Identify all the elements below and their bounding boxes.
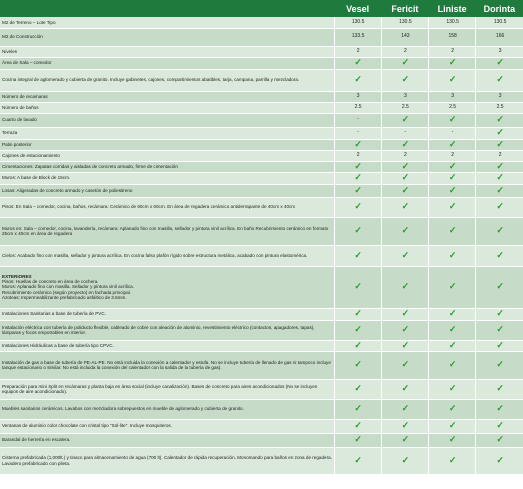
check-icon: ✓ [354, 324, 362, 335]
check-cell [429, 184, 476, 197]
feature-label: Instalación de gas a base de tubería de PE-AL-PE. No está incluida la conexión a calentador y estufa. No se incluye tubería de llenado de gas ni tampoco incluye tanque estacionario o similar. No está incluida la conexión del calentador con la salida de la tubería de gas). [0, 351, 334, 379]
table-row [0, 161, 523, 172]
check-cell [381, 340, 428, 351]
feature-detail: Recubrimiento cerámico (según proyecto) en fachada principal. [2, 289, 131, 295]
check-cell [429, 308, 476, 320]
check-cell [334, 419, 381, 433]
table-row [0, 266, 523, 308]
feature-label: Patio posterior [0, 139, 334, 150]
check-cell [381, 172, 428, 184]
model-header-vesel: Vesel [334, 0, 381, 17]
check-icon: ✓ [401, 383, 410, 394]
check-cell [476, 127, 523, 139]
check-cell [381, 57, 428, 69]
header-corner [0, 0, 334, 17]
feature-label: Muros: A base de Block de 15cm. [0, 172, 334, 184]
check-cell [476, 139, 523, 150]
model-header-liniste: Liniste [429, 0, 476, 17]
check-cell [476, 340, 523, 351]
check-icon: ✓ [448, 324, 457, 335]
check-icon: ✓ [401, 249, 410, 260]
check-cell [381, 447, 428, 474]
value-cell: - [381, 127, 428, 139]
check-cell [429, 217, 476, 245]
value-cell: 2 [429, 46, 476, 57]
check-cell [476, 399, 523, 419]
check-cell [476, 447, 523, 474]
check-cell [334, 69, 381, 91]
value-cell: 2.5 [429, 102, 476, 113]
check-icon: ✓ [448, 308, 457, 319]
check-icon: ✓ [401, 324, 410, 335]
check-cell [429, 447, 476, 474]
feature-detail: Pisos: Huellas de concreto en área de cochera. [2, 279, 99, 285]
feature-label: Cajones de estacionamiento [0, 150, 334, 161]
check-icon: ✓ [401, 184, 410, 195]
check-icon: ✓ [496, 281, 504, 292]
check-cell [381, 245, 428, 266]
check-icon: ✓ [354, 434, 362, 445]
model-header-dorinta: Dorinta [476, 0, 523, 17]
model-header-fericit: Fericit [381, 0, 428, 17]
check-icon: ✓ [354, 172, 362, 183]
check-icon: ✓ [401, 340, 410, 350]
check-cell [476, 172, 523, 184]
check-icon: ✓ [448, 420, 457, 431]
feature-label: Losas: Aligeradas de concreto armado y casetón de poliestireno [0, 184, 334, 197]
check-cell [429, 161, 476, 172]
check-cell [476, 113, 523, 127]
feature-label: Muros en: Sala – comedor, cocina, lavandería, recámara: Aplanado fino con masilla, sellador y pintura vinil acrílica. En baño Recubrimiento cerámico en formato 25cm x 40cm en área de regadera [0, 217, 334, 245]
check-cell [334, 172, 381, 184]
check-cell [381, 69, 428, 91]
table-row [0, 69, 523, 91]
check-icon: ✓ [354, 201, 362, 212]
feature-label: Instalaciones Hidráulicas a base de tubería tipo CPVC. [0, 340, 334, 351]
table-row [0, 46, 523, 57]
feature-detail: Muros: Aplanado fino con masilla. Sellador y pintura vinil acrílica. [2, 284, 135, 290]
table-row [0, 379, 523, 399]
check-icon: ✓ [448, 114, 457, 125]
check-icon: ✓ [496, 420, 504, 431]
check-icon: ✓ [448, 225, 457, 236]
check-icon: ✓ [401, 201, 410, 212]
value-cell: 130.5 [476, 17, 523, 28]
check-cell [429, 197, 476, 217]
check-icon: ✓ [354, 74, 362, 85]
check-cell [334, 139, 381, 150]
check-icon: ✓ [496, 324, 504, 335]
check-icon: ✓ [354, 184, 362, 195]
check-icon: ✓ [448, 434, 457, 445]
value-cell: 130.5 [381, 17, 428, 28]
check-cell [476, 69, 523, 91]
check-icon: ✓ [496, 127, 504, 138]
check-cell [334, 57, 381, 69]
check-cell [476, 308, 523, 320]
feature-label: Terraza [0, 127, 334, 139]
check-icon: ✓ [401, 57, 410, 68]
value-cell: 2 [381, 150, 428, 161]
check-icon: ✓ [496, 172, 504, 183]
feature-label: Instalaciones Sanitarias a base de tubería de PVC. [0, 308, 334, 320]
check-cell [381, 419, 428, 433]
check-icon: ✓ [354, 454, 362, 465]
check-cell [381, 139, 428, 150]
table-row [0, 91, 523, 102]
check-cell [381, 217, 428, 245]
value-cell: 3 [334, 91, 381, 102]
feature-label: M2 de Construcción [0, 28, 334, 46]
feature-label: Área de Sala – comedor [0, 57, 334, 69]
check-cell [381, 320, 428, 340]
check-cell [381, 113, 428, 127]
check-icon: ✓ [448, 340, 457, 350]
table-row [0, 320, 523, 340]
value-cell: 130.5 [429, 17, 476, 28]
check-cell [334, 433, 381, 447]
feature-label: Cimentaciones: Zapatas corridas y aisladas de concreto armado, firme de cimentación [0, 161, 334, 172]
feature-label: Ventanas de aluminio color chocolate con cristal tipo "Sol-lite". Incluye mosquiteros. [0, 419, 334, 433]
check-icon: ✓ [401, 74, 410, 85]
check-cell [476, 320, 523, 340]
check-cell [334, 217, 381, 245]
feature-label: Muebles sanitarios cerámicos. Lavabos con mezcladora sobrepuestos en mueble de aglomerado y cubierta de granito. [0, 399, 334, 419]
check-cell [381, 351, 428, 379]
check-icon: ✓ [448, 74, 457, 85]
value-cell: 3 [476, 46, 523, 57]
check-icon: ✓ [354, 403, 362, 414]
features-body [0, 17, 523, 474]
value-cell: 130.5 [334, 17, 381, 28]
check-cell [381, 308, 428, 320]
check-icon: ✓ [354, 359, 362, 370]
check-cell [429, 419, 476, 433]
check-icon: ✓ [354, 57, 362, 68]
check-cell [476, 351, 523, 379]
table-row [0, 433, 523, 447]
check-icon: ✓ [448, 403, 457, 414]
check-icon: ✓ [401, 434, 410, 445]
check-cell [429, 351, 476, 379]
check-cell [476, 161, 523, 172]
check-icon: ✓ [354, 225, 362, 236]
value-cell: 166 [476, 28, 523, 46]
value-cell: - [334, 113, 381, 127]
check-icon: ✓ [496, 201, 504, 212]
value-cell: 2.5 [476, 102, 523, 113]
table-row [0, 340, 523, 351]
check-icon: ✓ [401, 359, 410, 370]
table-row [0, 308, 523, 320]
check-cell [429, 320, 476, 340]
value-cell: 158 [429, 28, 476, 46]
check-icon: ✓ [448, 281, 457, 292]
check-cell [429, 245, 476, 266]
table-row [0, 113, 523, 127]
table-row [0, 57, 523, 69]
value-cell: 2 [334, 46, 381, 57]
feature-label: Cuarto de lavado [0, 113, 334, 127]
check-icon: ✓ [354, 308, 362, 319]
feature-label: Cocina integral de aglomerado y cubierta de granito. Incluye gabinetes, cajones, compartimientos abatibles, tarja, campana, parrilla y mezcladora. [0, 69, 334, 91]
check-icon: ✓ [448, 454, 457, 465]
check-icon: ✓ [496, 139, 504, 149]
check-icon: ✓ [354, 340, 362, 350]
check-cell [381, 266, 428, 308]
check-icon: ✓ [496, 454, 504, 465]
check-cell [476, 419, 523, 433]
value-cell: 2 [381, 46, 428, 57]
check-icon: ✓ [354, 420, 362, 431]
check-cell [334, 340, 381, 351]
check-cell [476, 197, 523, 217]
check-icon: ✓ [448, 139, 457, 149]
check-icon: ✓ [448, 172, 457, 183]
value-cell: 2.5 [381, 102, 428, 113]
check-icon: ✓ [401, 225, 410, 236]
check-icon: ✓ [354, 161, 362, 171]
table-row [0, 172, 523, 184]
check-cell [334, 379, 381, 399]
check-cell [476, 245, 523, 266]
check-cell [476, 266, 523, 308]
check-icon: ✓ [448, 383, 457, 394]
check-icon: ✓ [448, 161, 457, 171]
feature-label: Barandal de herrería en escalera. [0, 433, 334, 447]
value-cell: - [334, 127, 381, 139]
feature-label: Número de recamaras [0, 91, 334, 102]
check-icon: ✓ [354, 249, 362, 260]
check-cell [429, 340, 476, 351]
value-cell: 2 [334, 150, 381, 161]
check-cell [334, 320, 381, 340]
check-icon: ✓ [496, 249, 504, 260]
check-cell [476, 433, 523, 447]
check-cell [476, 217, 523, 245]
table-row [0, 197, 523, 217]
table-row [0, 184, 523, 197]
check-icon: ✓ [496, 225, 504, 236]
table-row [0, 447, 523, 474]
check-icon: ✓ [401, 403, 410, 414]
check-cell [334, 447, 381, 474]
check-icon: ✓ [496, 403, 504, 414]
table-row [0, 17, 523, 28]
check-cell [429, 57, 476, 69]
check-cell [334, 266, 381, 308]
table-row [0, 399, 523, 419]
check-cell [429, 433, 476, 447]
feature-label: Instalación eléctrica con tubería de poliducto flexible, cableado de cobre con aleación de aluminio, revestimiento eléctrico (contactos, apagadores, tapas), lámparas y focos empotrables en interior. [0, 320, 334, 340]
check-cell [429, 113, 476, 127]
table-row [0, 217, 523, 245]
check-cell [381, 197, 428, 217]
value-cell: 133.5 [334, 28, 381, 46]
section-title: EXTERIORES [2, 273, 32, 279]
check-icon: ✓ [448, 57, 457, 68]
header-row [0, 0, 523, 17]
check-cell [429, 379, 476, 399]
check-icon: ✓ [354, 139, 362, 149]
value-cell: 2 [476, 150, 523, 161]
check-icon: ✓ [496, 434, 504, 445]
check-icon: ✓ [354, 281, 362, 292]
table-row [0, 28, 523, 46]
check-cell [429, 69, 476, 91]
value-cell: - [429, 127, 476, 139]
check-icon: ✓ [448, 201, 457, 212]
check-icon: ✓ [448, 249, 457, 260]
table-row [0, 102, 523, 113]
feature-label: Cisterna prefabricada (1,000lt.) y tinaco para almacenamiento de agua (700 lt). Calentador de rápida recuperación. Monomando para baños en zona de regadera. Lavadero prefabricado con pileta. [0, 447, 334, 474]
feature-label: Número de baños [0, 102, 334, 113]
check-cell [381, 161, 428, 172]
check-icon: ✓ [496, 114, 504, 125]
check-icon: ✓ [354, 383, 362, 394]
check-icon: ✓ [496, 340, 504, 350]
feature-label: Pisos: En Sala – comedor, cocina, baños, recámara: Cerámico de 60cm x 60cm. En área de regadera cerámico antiderrapante de 40cm x 40cm [0, 197, 334, 217]
feature-label: M2 de Terreno – Lote Tipo [0, 17, 334, 28]
value-cell: 2.5 [334, 102, 381, 113]
check-cell [429, 399, 476, 419]
check-icon: ✓ [401, 454, 410, 465]
check-icon: ✓ [401, 308, 410, 319]
table-row [0, 245, 523, 266]
value-cell: 3 [381, 91, 428, 102]
value-cell: 2 [429, 150, 476, 161]
feature-label: Cielos: Acabado fino con masilla, sellador y pintura acrílica. En cocina falso plafón rígido sobre estructura metálica, acabado con pintura elastomérica. [0, 245, 334, 266]
check-cell [334, 351, 381, 379]
check-cell [476, 379, 523, 399]
check-icon: ✓ [401, 281, 410, 292]
value-cell: 3 [429, 91, 476, 102]
check-cell [334, 399, 381, 419]
check-icon: ✓ [401, 172, 410, 183]
table-row [0, 127, 523, 139]
check-cell [429, 266, 476, 308]
check-icon: ✓ [496, 57, 504, 68]
check-cell [381, 184, 428, 197]
check-cell [334, 161, 381, 172]
check-icon: ✓ [496, 74, 504, 85]
check-cell [381, 399, 428, 419]
check-icon: ✓ [448, 184, 457, 195]
check-cell [476, 57, 523, 69]
check-cell [334, 184, 381, 197]
check-icon: ✓ [401, 139, 410, 149]
check-cell [476, 184, 523, 197]
value-cell: 143 [381, 28, 428, 46]
check-cell [429, 139, 476, 150]
feature-label [0, 266, 334, 308]
value-cell: 3 [476, 91, 523, 102]
check-cell [429, 172, 476, 184]
table-row [0, 419, 523, 433]
check-icon: ✓ [496, 308, 504, 319]
check-icon: ✓ [496, 161, 504, 171]
feature-label: Preparación para mini Split en recámaras y planta baja en área social (incluye canalización). Bases de concreto para aires acondicionados (No se incluyen equipos de aire acondicionado). [0, 379, 334, 399]
check-icon: ✓ [401, 420, 410, 431]
check-cell [334, 308, 381, 320]
check-icon: ✓ [496, 383, 504, 394]
check-icon: ✓ [496, 184, 504, 195]
feature-label: Niveles [0, 46, 334, 57]
check-cell [334, 197, 381, 217]
check-cell [334, 245, 381, 266]
table-row [0, 150, 523, 161]
check-cell [381, 433, 428, 447]
table-row [0, 351, 523, 379]
table-row [0, 139, 523, 150]
check-icon: ✓ [496, 359, 504, 370]
feature-detail: Azoteas: Impermeabilizante prefabricado asfáltico de 3.5mm. [2, 294, 127, 300]
check-icon: ✓ [401, 114, 410, 125]
check-cell [381, 379, 428, 399]
check-icon: ✓ [401, 161, 410, 171]
check-icon: ✓ [448, 359, 457, 370]
